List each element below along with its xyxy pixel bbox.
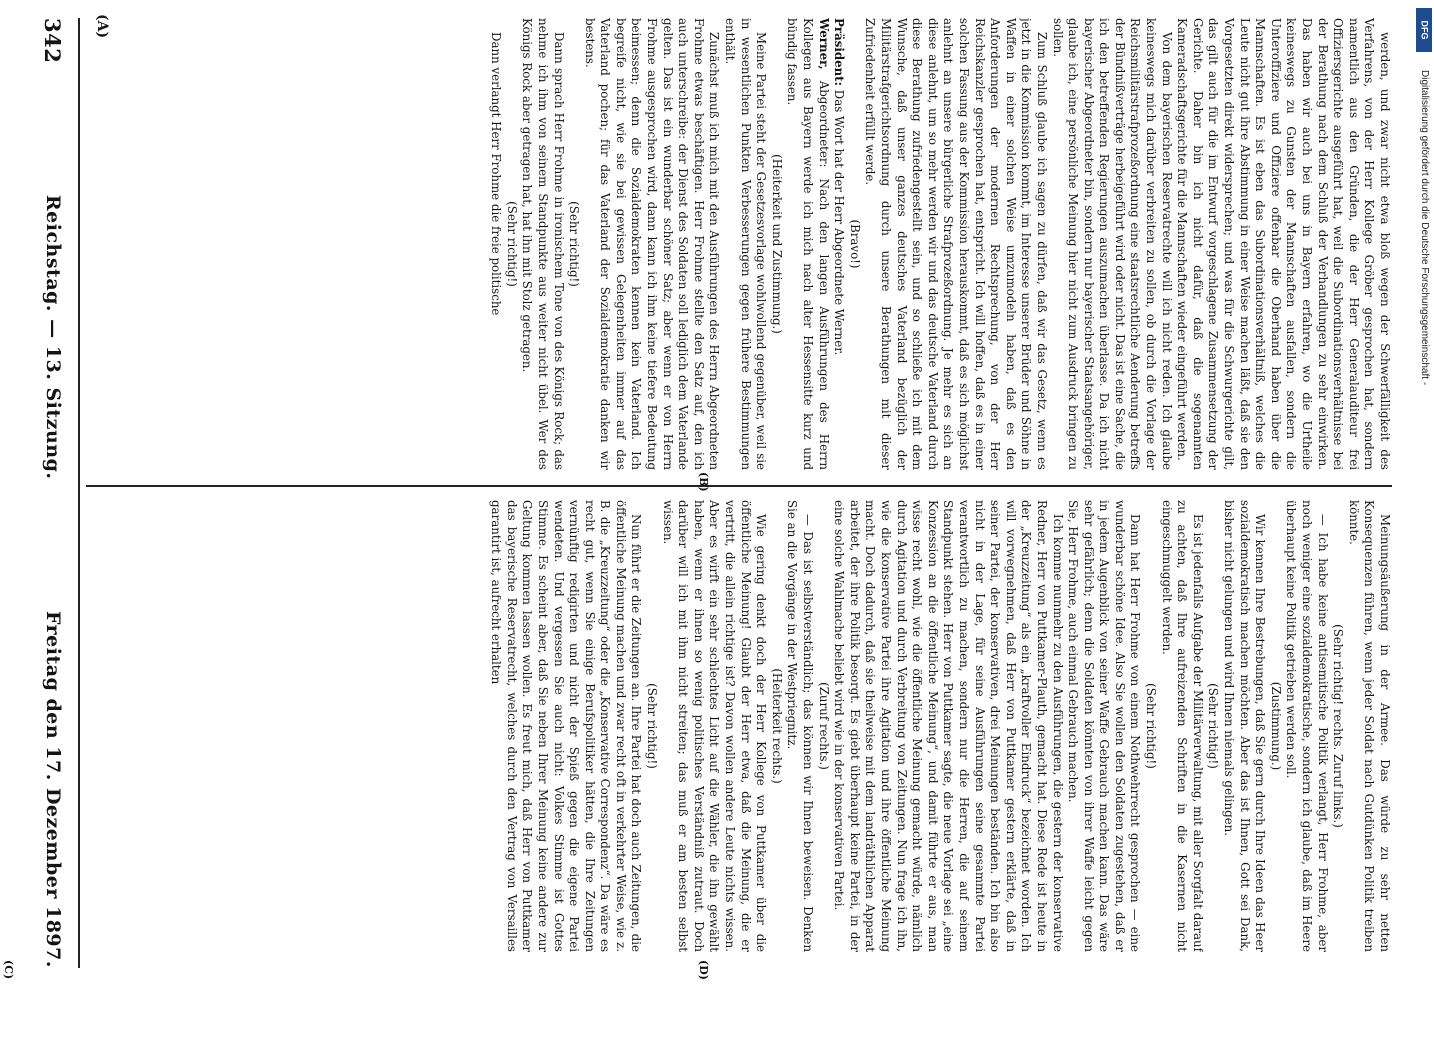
paragraph: — Ich habe keine antisemitische Politik verlangt, Herr Frohme, aber noch weniger eine sozialdemokratische, sondern ich glaube, daß im Heere überhaupt keine Politik getrieben werden soll. (1284, 500, 1330, 952)
interjection: (Sehr richtig!) (1206, 683, 1221, 769)
paragraph: Es ist jedenfalls Aufgabe der Militärverwaltung, mit aller Sorgfalt darauf zu achten, daß Ihre aufreizenden Schriften in die Kasernen nicht eingeschmuggelt werden. (1159, 500, 1205, 952)
speaker-paragraph (784, 18, 831, 470)
paragraph: werden, und zwar nicht etwa bloß wegen der Schwerfälligkeit des Verfahrens, von der Herr Kollege Gröber gesprochen hat, sondern namentlich aus den Gründen, die der Herr Generalauditeur frei Offiziersgerichte ausgeführt hat, weil die Subordinationsverhältnisse bei der Berathung nach dem Schluß der Verhandlungen zu sehr einwirken. Das haben wir auch bei uns in Bayern erfahren, wo die Urtheile keineswegs zu Gunsten der Mannschaften ausfallen, sondern die Unteroffiziere und Offiziere offenbar die Oberhand haben über die Mannschaften. Es ist eben das Subordinationsverhältniß, welches die Leute nicht gut ihre Abstimmung in einer Weise machen läßt, daß sie den Vorgesetzten direkt widersprechen; und was für die Schwurgerichte gilt, das gilt auch für die im Entwurf vorgeschlagene Zusammensetzung der Gerichte. Daher bin ich nicht dafür, daß die sogenannten Kameradschaftsgerichte für die Mannschaften wieder eingeführt werden. (1175, 18, 1392, 470)
speaker-name: Präsident: (832, 18, 847, 86)
speaker-name: Werner, (816, 18, 831, 70)
paragraph: Dann verlangt Herr Frohme die freie politische (489, 32, 504, 316)
speaker-text: Das Wort hat der Herr Abgeordnete Werner. (832, 86, 847, 356)
page-number: 342 (40, 18, 66, 64)
paragraph: Wir kennen Ihre Bestrebungen, daß Sie gern durch Ihre Ideen das Heer sozialdemokratisch machen möchten. Aber das ist Ihnen, Gott sei Dank, bisher nicht gelungen und wird Ihnen niemals gelingen. (1222, 500, 1268, 952)
interjection: (Sehr richtig!) (504, 201, 519, 287)
header-right: Freitag den 17. Dezember 1897. (42, 611, 64, 968)
running-head (36, 18, 70, 968)
interjection: (Zustimmung.) (1268, 681, 1283, 771)
paragraph: Von dem bayerischen Reservatrechte will ich nicht reden. Ich glaube keineswegs mich darüber verbreiten zu sollen, ob durch die Vorlage der Reichsmilitärstrafprozeßordnung eine staatsrechtliche Aenderung betreffs der Bündnißverträge herbeigeführt wird oder nicht. Das ist eine Sache, die ich den betreffenden Regierungen auszumachen überlasse. Da ich nicht bayerischer Abgeordneter bin, sondern nur bayerischer Staatsangehöriger, glaube ich, eine persönliche Meinung hier nicht zum Ausdruck bringen zu sollen. (1050, 18, 1174, 470)
paragraph: — Das ist selbstverständlich; das können wir Ihnen beweisen. Denken Sie an die Vorgänge in der Westpriegnitz. (785, 500, 816, 952)
speaker-paragraph (831, 18, 847, 470)
margin-mark-d: (D) (697, 960, 710, 980)
header-rule (78, 18, 80, 968)
column-divider (86, 485, 1392, 487)
paragraph: Zum Schluß glaube ich sagen zu dürfen, daß wir das Gesetz, wenn es jetzt in die Kommission kommt, im Interesse unserer Brüder und Söhne in Waffen in einer solchen Weise umzumodeln haben, daß es den Anforderungen der modernen Rechtsprechung, von der Herr Reichskanzler gesprochen hat, entspricht. Ich will hoffen, daß es in einer solchen Fassung aus der Kommission herauskommt, daß es sich möglichst anlehnt an unsere bürgerliche Strafprozeßordnung. Je mehr es sich an diese anlehnt, um so mehr werden wir und das deutsche Vaterland durch diese Berathung zufriedengestellt sein, und so schließe ich mit dem Wunsche, daß unser ganzes deutsches Vaterland bezüglich der Militärstrafgerichtsordnung durch unsere Berathungen mit dieser Zufriedenheit erfüllt werde. (863, 18, 1049, 470)
dfg-logo-text: DFG (1419, 20, 1429, 40)
interjection: (Sehr richtig!) (1144, 683, 1159, 769)
interjection: (Heiterkeit und Zustimmung.) (769, 154, 784, 334)
digitization-note-text: Digitalisierung gefördert durch die Deutsche Forschungsgemeinschaft - (1419, 70, 1430, 386)
speaker-text: Abgeordneter: Nach den langen Ausführungen des Herrn Kollegen aus Bayern werde ich mich nach alter Hessensitte kurz und bündig fassen. (785, 18, 831, 470)
interjection: (Sehr richtig!) (567, 201, 582, 287)
interjection: (Heiterkeit rechts.) (769, 668, 784, 784)
paragraph: Dann hat Herr Frohme von einem Nothwehrrecht gesprochen — eine wunderbar schöne Idee. Also Sie wollen den Soldaten zugestehen, daß er in jedem Augenblick von seiner Waffe Gebrauch machen kann. Das wäre sehr gefährlich; denn die Soldaten könnten von ihrer Waffe leicht gegen Sie, Herr Frohme, auch einmal Gebrauch machen. (1066, 500, 1143, 952)
margin-mark-a: (A) (94, 14, 110, 39)
paragraph: Meine Partei steht der Gesetzesvorlage wohlwollend gegenüber, weil sie in wesentlichen Punkten Verbesserungen gegen frühere Bestimmungen enthält. (723, 18, 769, 470)
paragraph: Wie gering denkt doch der Herr Kollege von Puttkamer über die öffentliche Meinung! Glaubt der Herr etwa, daß die Meinung, die er vertritt, die allein richtige ist? Davon wollen andere Leute nichts wissen. Aber es wirft ein sehr schlechtes Licht auf die Wähler, die ihn gewählt haben, wenn er ihnen so wenig politisches Verständniß zutraut. Doch darüber will ich mit ihm nicht streiten; das muß er am besten selbst wissen. (660, 500, 769, 952)
interjection: (Sehr richtig! rechts. Zuruf links.) (1331, 624, 1346, 828)
right-column (86, 500, 1392, 952)
paragraph: Dann sprach Herr Frohme in ironischem Tone von des Königs Rock; das nehme ich ihm von seinem Standpunkte aus weiter nicht übel. Wer des Königs Rock aber getragen hat, hat ihn mit Stolz getragen. (520, 18, 566, 470)
margin-mark-c: (C) (2, 960, 15, 980)
left-column (86, 18, 1392, 470)
interjection: (Sehr richtig!) (645, 683, 660, 769)
paragraph: Zunächst muß ich mich mit den Ausführungen des Herrn Abgeordneten Frohme etwas beschäftigen. Herr Frohme stellte den Satz auf, den ich auch unterschreibe: der Dienst des Soldaten soll lediglich dem Vaterlande gelten. Das ist ein wunderbar schöner Satz; aber wenn er von Herrn Frohme ausgesprochen wird, dann kann ich ihm keine tiefere Bedeutung beimessen; denn die Sozialdemokraten kennen kein Vaterland. Ich begreife nicht, wie sie bei gewissen Gelegenheiten immer auf das Vaterland pochen; für das Vaterland der Sozialdemokratie danken wir bestens. (582, 18, 722, 470)
interjection: (Bravo!) (847, 219, 862, 269)
paragraph: Meinungsäußerung in der Armee. Das würde zu sehr netten Konsequenzen führen, wenn jeder Soldat nach Gutdünken Politik treiben könnte. (1346, 500, 1392, 952)
paragraph: Ich komme nunmehr zu den Ausführungen, die gestern der konservative Redner, Herr von Puttkamer-Plauth, gemacht hat. Diese Rede ist heute in der „Kreuzzeitung“ als ein „kraftvoller Eindruck“ bezeichnet worden. Ich will vorwegnehmen, daß Herr von Puttkamer gestern erklärte, daß in seiner Partei, der konservativen, drei Meinungen beständen. Ich bin also nicht in der Lage, für seine Ausführungen seine gesammte Partei verantwortlich zu machen, sondern nur die Herren, die auf seinem Standpunkt stehen. Herr von Puttkamer sagte, die neue Vorlage sei „eine Konzession an die öffentliche Meinung“, und damit führte er aus, man wisse recht wohl, wie die öffentliche Meinung gemacht würde, nämlich durch Agitation und durch Verbreitung von Zeitungen. Nun frage ich ihn, wie die konservative Partei ihre Agitation und ihre öffentliche Meinung macht. Doch dadurch, daß sie theilweise mit dem landräthlichen Apparat arbeitet, der ihre Politik besorgt. Es giebt überhaupt keine Partei, in der eine solche Wahlmache beliebt wird wie in der konservativen Partei. (832, 500, 1065, 952)
margin-mark-b: (B) (697, 472, 710, 492)
paragraph: Nun führt er die Zeitungen an. Ihre Partei hat doch auch Zeitungen, die öffentliche Meinung machen und zwar recht oft in verkehrter Weise, wie z. B. die „Kreuzzeitung“ oder die „Konservative Correspondenz“. Da wäre es recht gut, wenn Sie einige Berufspolitiker hätten, die Ihre Zeitungen vernünftig redigirten und nicht der Spieß gegen die eigene Partei wendeten. Und vergessen Sie auch nicht: Volkes Stimme ist Gottes Stimme. Es scheint aber, daß Sie neben Ihrer Meinung keine andere zur Geltung kommen lassen wollen. Es freut mich, daß Herr von Puttkamer das bayerische Reservatrecht, welches durch den Vertrag von Versailles garantirt ist, aufrecht erhalten (489, 500, 644, 952)
digitization-note (1414, 10, 1434, 990)
header-left: Reichstag. — 13. Sitzung. (42, 194, 64, 480)
interjection: (Zuruf rechts.) (816, 682, 831, 770)
